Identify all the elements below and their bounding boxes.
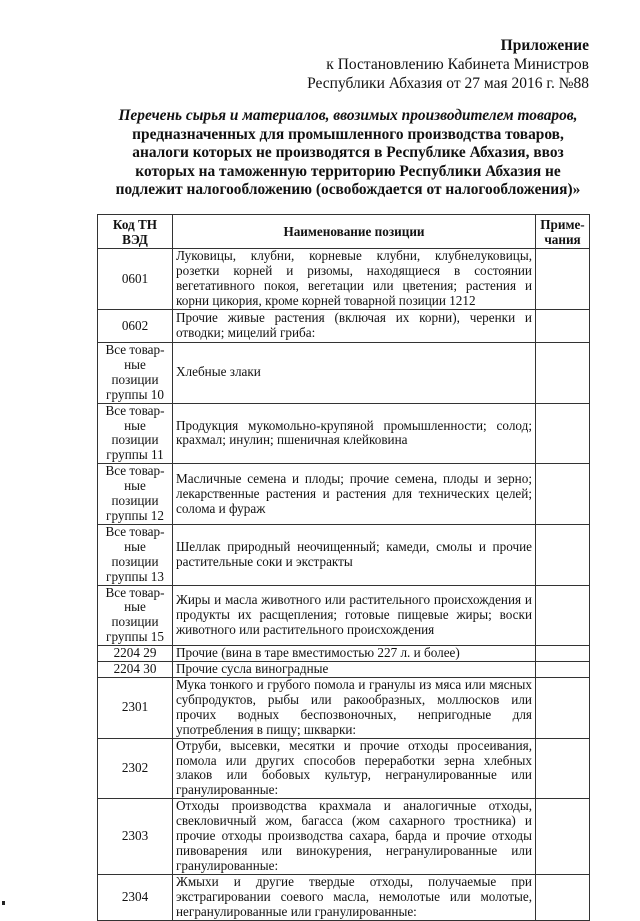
row-code: 2304 xyxy=(98,874,173,920)
row-name: Мука тонкого и грубого помола и гранулы из мяса или мясных субпродуктов, рыбы или ракообразных, моллюсков или прочих водных беспозвоночных, непригодные для употребления в пищу; шкварки: xyxy=(173,678,536,739)
row-note xyxy=(536,403,590,464)
row-note xyxy=(536,310,590,343)
appendix-title: Приложение xyxy=(500,37,589,54)
row-code: 2204 30 xyxy=(98,662,173,678)
table-row xyxy=(98,403,590,464)
row-note xyxy=(536,678,590,739)
row-name: Прочие живые растения (включая их корни), черенки и отводки; мицелий гриба: xyxy=(173,310,536,343)
table-row xyxy=(98,662,590,678)
row-note xyxy=(536,464,590,525)
appendix-header xyxy=(169,36,589,93)
row-name: Прочие сусла виноградные xyxy=(173,662,536,678)
row-code: 2302 xyxy=(98,738,173,799)
row-note xyxy=(536,343,590,404)
heading-italic-part: Перечень сырья и материалов, ввозимых производителем товаров, xyxy=(118,107,578,124)
table-row xyxy=(98,738,590,799)
appendix-line-1: к Постановлению Кабинета Министров xyxy=(326,56,589,73)
row-name: Жиры и масла животного или растительного происхождения и продукты их расщепления; готовые пищевые жиры; воски животного или растительного происхождения xyxy=(173,585,536,646)
row-name: Отруби, высевки, месятки и прочие отходы просеивания, помола или других способов переработки зерна хлебных злаков или бобовых культур, негранулированные или гранулированные: xyxy=(173,738,536,799)
header-note: Приме-чания xyxy=(536,215,590,249)
scan-artifact xyxy=(2,901,5,905)
table-row xyxy=(98,585,590,646)
row-code: Все товар-ные позиции группы 13 xyxy=(98,524,173,585)
row-name: Шеллак природный неочищенный; камеди, смолы и прочие растительные соки и экстракты xyxy=(173,524,536,585)
appendix-line-2: Республики Абхазия от 27 мая 2016 г. №88 xyxy=(307,75,589,92)
row-code: 2303 xyxy=(98,799,173,875)
header-name: Наименование позиции xyxy=(173,215,536,249)
document-heading xyxy=(104,107,592,200)
table-row xyxy=(98,874,590,920)
row-note xyxy=(536,646,590,662)
row-code: 2301 xyxy=(98,678,173,739)
row-name: Продукция мукомольно-крупяной промышленности; солод; крахмал; инулин; пшеничная клейковина xyxy=(173,403,536,464)
row-note xyxy=(536,738,590,799)
table-row xyxy=(98,310,590,343)
table-row xyxy=(98,464,590,525)
row-name: Хлебные злаки xyxy=(173,343,536,404)
table-row xyxy=(98,646,590,662)
row-name: Отходы производства крахмала и аналогичные отходы, свекловичный жом, багасса (жом сахарного тростника) и прочие отходы производства сахара, барда и прочие отходы пивоварения или винокурения, негранулированные или гранулированные: xyxy=(173,799,536,875)
goods-table xyxy=(97,214,590,921)
row-note xyxy=(536,524,590,585)
table-row xyxy=(98,524,590,585)
table-row xyxy=(98,343,590,404)
row-name: Луковицы, клубни, корневые клубни, клубнелуковицы, розетки корней и ризомы, находящиеся в состоянии вегетативного покоя, вегетации или цветения; растения и корни цикория, кроме корней товарной позиции 1212 xyxy=(173,249,536,310)
row-code: Все товар-ные позиции группы 10 xyxy=(98,343,173,404)
row-name: Жмыхи и другие твердые отходы, получаемые при экстрагировании соевого масла, немолотые или молотые, негранулированные или гранулированные: xyxy=(173,874,536,920)
row-note xyxy=(536,799,590,875)
row-note xyxy=(536,874,590,920)
row-code: Все товар-ные позиции группы 11 xyxy=(98,403,173,464)
header-code: Код ТН ВЭД xyxy=(98,215,173,249)
row-name: Масличные семена и плоды; прочие семена, плоды и зерно; лекарственные растения и растения для технических целей; солома и фураж xyxy=(173,464,536,525)
heading-rest: предназначенных для промышленного производства товаров, аналоги которых не производятся в Республике Абхазия, ввоз которых на таможенную территорию Республики Абхазия не подлежит налогообложению (освобождается от налогообложения)» xyxy=(115,125,581,199)
row-code: 2204 29 xyxy=(98,646,173,662)
row-note xyxy=(536,585,590,646)
table-header-row xyxy=(98,215,590,249)
table-row xyxy=(98,799,590,875)
table-row xyxy=(98,678,590,739)
row-code: 0601 xyxy=(98,249,173,310)
row-note xyxy=(536,662,590,678)
row-code: Все товар-ные позиции группы 12 xyxy=(98,464,173,525)
row-code: Все товар-ные позиции группы 15 xyxy=(98,585,173,646)
row-name: Прочие (вина в таре вместимостью 227 л. и более) xyxy=(173,646,536,662)
row-note xyxy=(536,249,590,310)
table-row xyxy=(98,249,590,310)
row-code: 0602 xyxy=(98,310,173,343)
